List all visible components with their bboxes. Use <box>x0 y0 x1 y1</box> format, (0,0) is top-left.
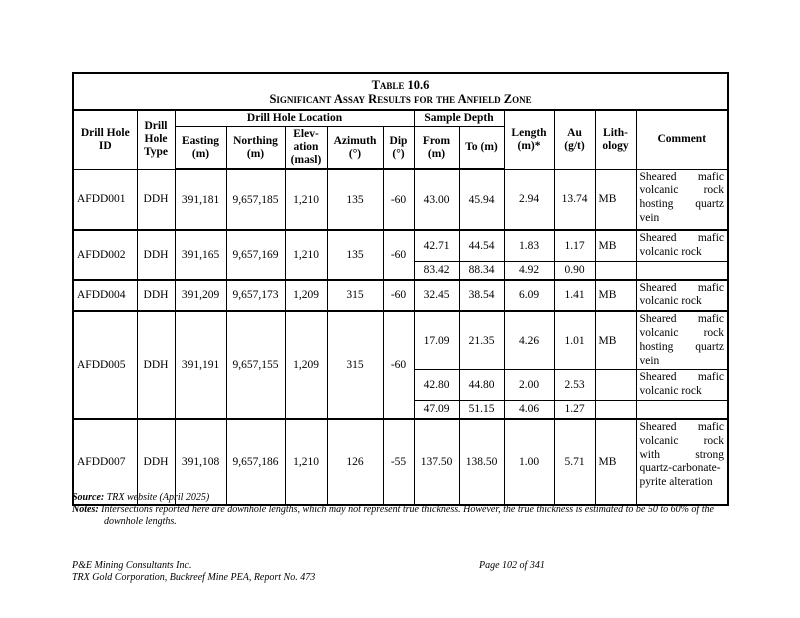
header-to: To (m) <box>459 127 504 170</box>
header-easting: Easting (m) <box>175 127 226 170</box>
cell-au: 1.17 <box>554 230 595 261</box>
cell-au: 1.27 <box>554 400 595 419</box>
cell-elevation: 1,210 <box>285 169 327 230</box>
cell-au: 1.41 <box>554 280 595 312</box>
cell-hole-id: AFDD005 <box>73 311 137 419</box>
page-footer <box>72 560 315 584</box>
notes-line <box>72 504 732 516</box>
cell-to: 21.35 <box>459 311 504 370</box>
cell-hole-type: DDH <box>137 230 175 280</box>
cell-length: 6.09 <box>504 280 554 312</box>
cell-length: 1.83 <box>504 230 554 261</box>
cell-lithology <box>595 370 636 401</box>
footer-report: TRX Gold Corporation, Buckreef Mine PEA, Report No. 473 <box>72 572 316 583</box>
table-title-cell <box>73 73 728 110</box>
cell-easting: 391,181 <box>175 169 226 230</box>
table-number: Table 10.6 <box>371 78 430 92</box>
header-dip: Dip (°) <box>383 127 414 170</box>
cell-dip: -60 <box>383 280 414 312</box>
cell-au: 5.71 <box>554 419 595 505</box>
cell-azimuth: 315 <box>327 311 383 419</box>
cell-length: 4.06 <box>504 400 554 419</box>
header-au: Au (g/t) <box>554 110 595 169</box>
cell-to: 138.50 <box>459 419 504 505</box>
cell-hole-type: DDH <box>137 419 175 505</box>
cell-from: 137.50 <box>414 419 459 505</box>
cell-comment: Sheared mafic volcanic rock <box>636 370 728 401</box>
cell-elevation: 1,210 <box>285 230 327 280</box>
cell-dip: -60 <box>383 311 414 419</box>
cell-length: 4.92 <box>504 261 554 280</box>
cell-azimuth: 315 <box>327 280 383 312</box>
cell-northing: 9,657,169 <box>226 230 285 280</box>
cell-easting: 391,108 <box>175 419 226 505</box>
header-elevation: Elev-ation (masl) <box>285 127 327 170</box>
cell-hole-type: DDH <box>137 280 175 312</box>
header-azimuth: Azimuth (°) <box>327 127 383 170</box>
cell-dip: -60 <box>383 169 414 230</box>
cell-to: 51.15 <box>459 400 504 419</box>
cell-comment: Sheared mafic volcanic rock with strong quartz-carbonate-pyrite alteration <box>636 419 728 505</box>
cell-northing: 9,657,185 <box>226 169 285 230</box>
header-from: From (m) <box>414 127 459 170</box>
notes-text-continued: downhole lengths. <box>104 516 177 527</box>
cell-dip: -60 <box>383 230 414 280</box>
cell-to: 88.34 <box>459 261 504 280</box>
header-length: Length (m)* <box>504 110 554 169</box>
cell-elevation: 1,209 <box>285 280 327 312</box>
cell-au: 0.90 <box>554 261 595 280</box>
cell-elevation: 1,210 <box>285 419 327 505</box>
cell-from: 83.42 <box>414 261 459 280</box>
table-row <box>73 230 728 261</box>
cell-lithology: MB <box>595 230 636 261</box>
cell-hole-type: DDH <box>137 311 175 419</box>
table-title: Significant Assay Results for the Anfield Zone <box>269 92 532 106</box>
source-text: TRX website (April 2025) <box>106 492 210 503</box>
cell-from: 32.45 <box>414 280 459 312</box>
cell-from: 42.71 <box>414 230 459 261</box>
notes-text: Intersections reported here are downhole lengths, which may not represent true thickness. However, the true thickness is estimated to be 50 to 60% of the <box>101 504 714 515</box>
cell-hole-id: AFDD004 <box>73 280 137 312</box>
cell-to: 44.54 <box>459 230 504 261</box>
cell-lithology <box>595 400 636 419</box>
cell-from: 17.09 <box>414 311 459 370</box>
cell-lithology <box>595 261 636 280</box>
header-lithology: Lith-ology <box>595 110 636 169</box>
cell-easting: 391,209 <box>175 280 226 312</box>
cell-hole-id: AFDD007 <box>73 419 137 505</box>
assay-results-table-wrapper <box>72 72 727 506</box>
assay-results-table <box>72 72 729 506</box>
cell-length: 2.00 <box>504 370 554 401</box>
cell-hole-type: DDH <box>137 169 175 230</box>
cell-length: 2.94 <box>504 169 554 230</box>
footer-company: P&E Mining Consultants Inc. <box>72 560 192 571</box>
cell-northing: 9,657,173 <box>226 280 285 312</box>
source-line <box>72 492 732 504</box>
header-drill-hole-type: Drill Hole Type <box>137 110 175 169</box>
cell-from: 43.00 <box>414 169 459 230</box>
header-sample-depth: Sample Depth <box>414 110 504 127</box>
cell-au: 13.74 <box>554 169 595 230</box>
cell-length: 1.00 <box>504 419 554 505</box>
cell-hole-id: AFDD001 <box>73 169 137 230</box>
cell-easting: 391,165 <box>175 230 226 280</box>
header-drill-hole-location: Drill Hole Location <box>175 110 414 127</box>
cell-dip: -55 <box>383 419 414 505</box>
header-northing: Northing (m) <box>226 127 285 170</box>
header-drill-hole-id: Drill Hole ID <box>73 110 137 169</box>
cell-northing: 9,657,155 <box>226 311 285 419</box>
cell-comment: Sheared mafic volcanic rock <box>636 280 728 312</box>
cell-northing: 9,657,186 <box>226 419 285 505</box>
cell-azimuth: 135 <box>327 230 383 280</box>
cell-au: 1.01 <box>554 311 595 370</box>
cell-from: 42.80 <box>414 370 459 401</box>
cell-lithology: MB <box>595 169 636 230</box>
footer-page-number: Page 102 of 341 <box>479 560 545 571</box>
cell-elevation: 1,209 <box>285 311 327 419</box>
table-row <box>73 169 728 230</box>
table-row <box>73 311 728 370</box>
header-comment: Comment <box>636 110 728 169</box>
cell-lithology: MB <box>595 419 636 505</box>
cell-comment <box>636 400 728 419</box>
cell-easting: 391,191 <box>175 311 226 419</box>
cell-hole-id: AFDD002 <box>73 230 137 280</box>
source-label: Source: <box>72 492 105 503</box>
cell-comment: Sheared mafic volcanic rock hosting quartz vein <box>636 169 728 230</box>
cell-au: 2.53 <box>554 370 595 401</box>
table-notes <box>72 492 732 528</box>
table-row <box>73 280 728 312</box>
cell-from: 47.09 <box>414 400 459 419</box>
cell-azimuth: 126 <box>327 419 383 505</box>
cell-to: 45.94 <box>459 169 504 230</box>
cell-azimuth: 135 <box>327 169 383 230</box>
cell-lithology: MB <box>595 311 636 370</box>
cell-to: 38.54 <box>459 280 504 312</box>
cell-to: 44.80 <box>459 370 504 401</box>
cell-lithology: MB <box>595 280 636 312</box>
notes-label: Notes: <box>72 504 99 515</box>
cell-comment: Sheared mafic volcanic rock <box>636 230 728 261</box>
cell-comment <box>636 261 728 280</box>
cell-comment: Sheared mafic volcanic rock hosting quartz vein <box>636 311 728 370</box>
cell-length: 4.26 <box>504 311 554 370</box>
